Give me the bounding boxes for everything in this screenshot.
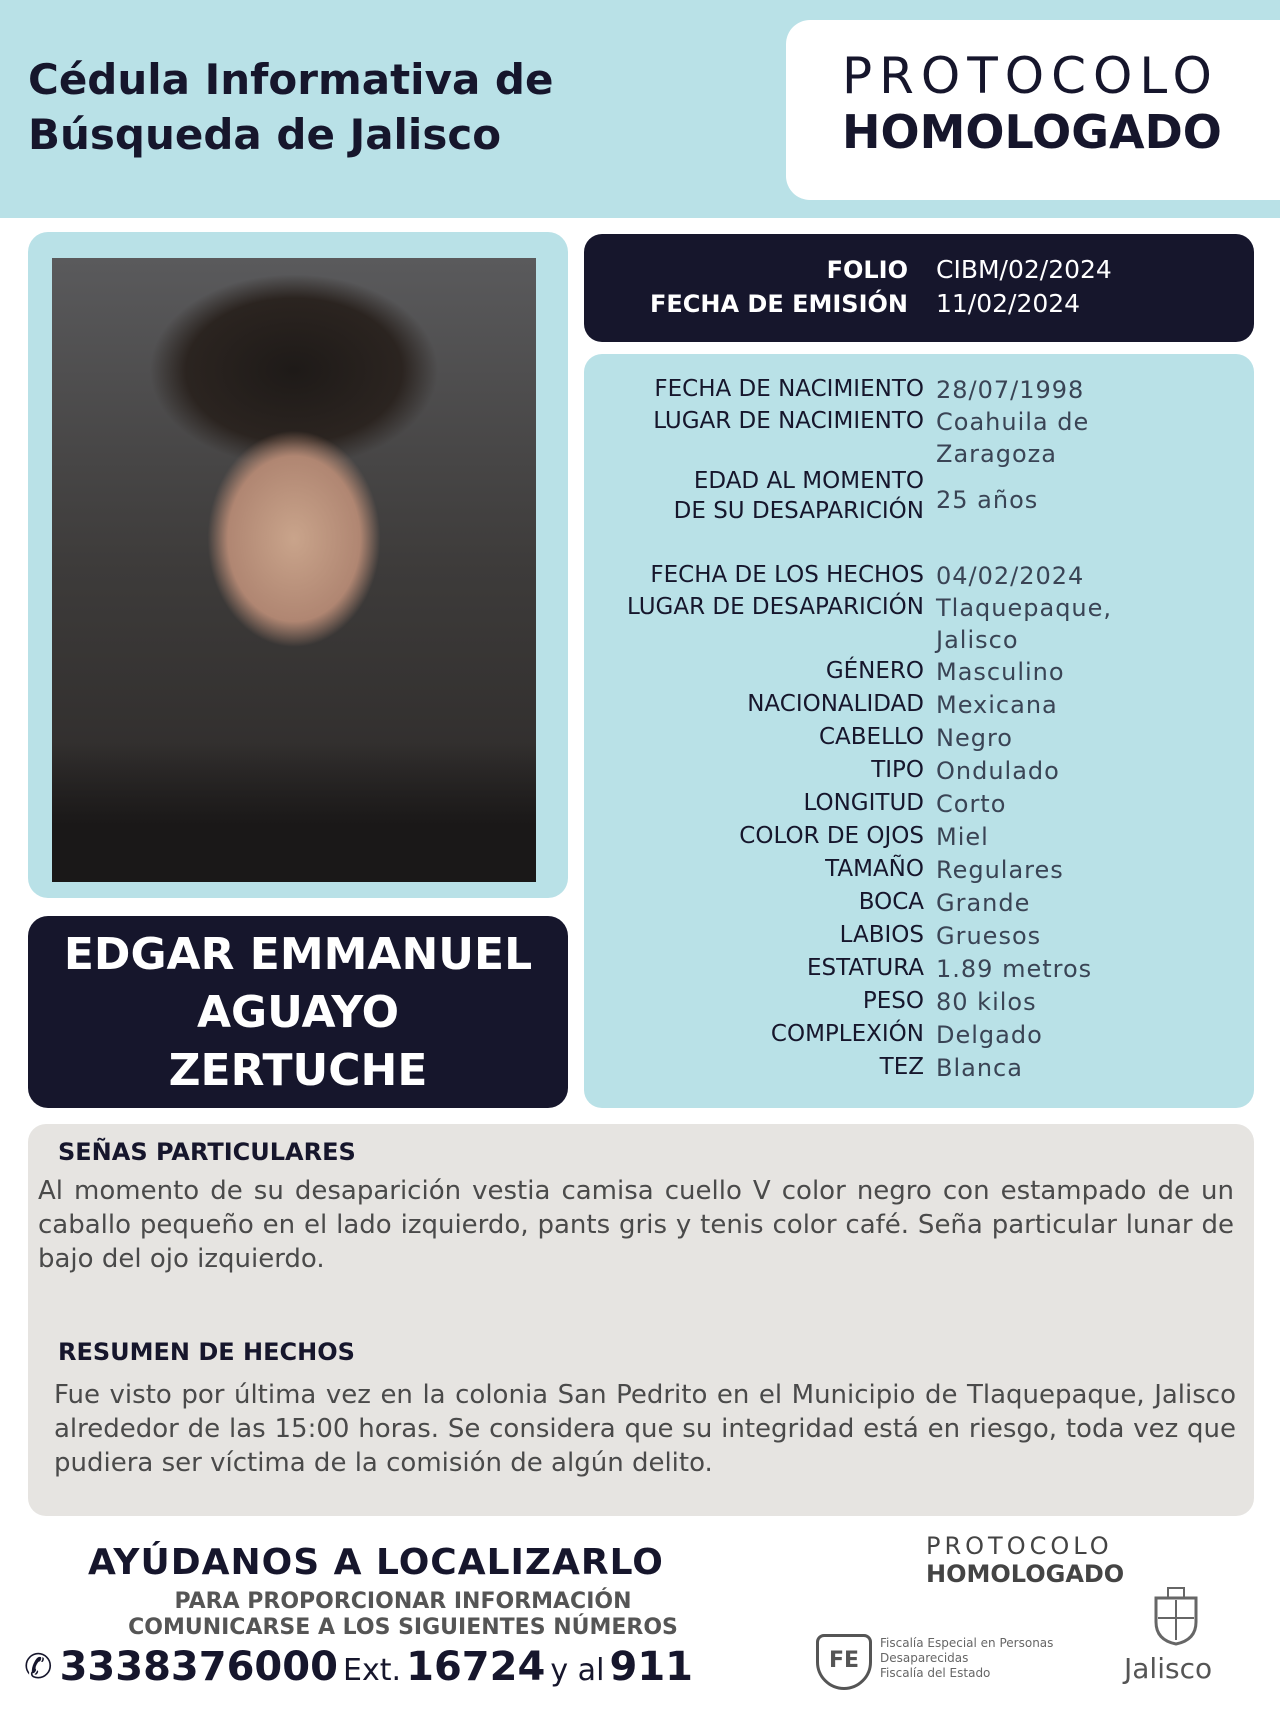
footer-protocol-line-1: PROTOCOLO (926, 1532, 1113, 1560)
help-subtitle-2: COMUNICARSE A LOS SIGUIENTES NÚMEROS (128, 1615, 678, 1640)
detail-value: 25 años (936, 486, 1039, 514)
detail-label: FECHA DE LOS HECHOS (650, 562, 924, 588)
detail-value: Ondulado (936, 757, 1060, 785)
ext-number: 16724 (406, 1644, 546, 1690)
detail-value: Miel (936, 823, 989, 851)
footer-protocol (926, 1532, 1124, 1588)
senas-title: SEÑAS PARTICULARES (58, 1138, 356, 1166)
phone-icon: ✆ (24, 1647, 53, 1687)
emision-label: FECHA DE EMISIÓN (650, 290, 908, 318)
protocol-line-1: PROTOCOLO (842, 47, 1219, 105)
phone-number[interactable]: 3338376000 (59, 1644, 338, 1690)
detail-label: LABIOS (839, 922, 924, 948)
ext-label: Ext. (343, 1653, 402, 1688)
detail-label: EDAD AL MOMENTO (693, 468, 924, 494)
name-line-1: EDGAR EMMANUEL (63, 929, 533, 980)
help-title: AYÚDANOS A LOCALIZARLO (88, 1542, 664, 1583)
detail-label: GÉNERO (825, 658, 924, 684)
detail-value: Blanca (936, 1054, 1023, 1082)
contact-line (24, 1644, 693, 1690)
detail-label: NACIONALIDAD (747, 691, 924, 717)
detail-value: Regulares (936, 856, 1064, 884)
detail-label: LONGITUD (803, 790, 924, 816)
detail-label: BOCA (858, 889, 924, 915)
detail-value: 28/07/1998 (936, 376, 1085, 404)
fiscalia-name: Fiscalía Especial en Personas Desaparecidas (880, 1636, 1054, 1665)
detail-value: 1.89 metros (936, 955, 1093, 983)
detail-value: Negro (936, 724, 1013, 752)
emision-value: 11/02/2024 (936, 289, 1081, 318)
folio-label: FOLIO (826, 256, 908, 284)
detail-label: TEZ (879, 1054, 924, 1080)
person-name-box (28, 916, 568, 1108)
folio-box (584, 234, 1254, 342)
detail-value: Zaragoza (936, 440, 1057, 468)
senas-text: Al momento de su desaparición vestia camisa cuello V color negro con estampado de un caballo pequeño en el lado izquierdo, pants gris y tenis color café. Seña particular lunar de bajo del ojo izquierdo. (38, 1176, 1234, 1274)
title-line-2: Búsqueda de Jalisco (28, 110, 502, 159)
footer-protocol-line-2: HOMOLOGADO (926, 1560, 1125, 1588)
photo-shadow (52, 742, 536, 882)
resumen-title: RESUMEN DE HECHOS (58, 1338, 355, 1366)
header-banner (0, 0, 1280, 218)
name-line-3: ZERTUCHE (168, 1045, 428, 1096)
detail-label: COLOR DE OJOS (739, 823, 924, 849)
detail-value: Gruesos (936, 922, 1042, 950)
fe-logo-icon: FE (816, 1634, 872, 1690)
emergency-number[interactable]: 911 (609, 1644, 693, 1690)
detail-label: TIPO (871, 757, 924, 783)
detail-value: Tlaquepaque, (936, 594, 1113, 622)
folio-value: CIBM/02/2024 (936, 255, 1112, 284)
detail-value: Mexicana (936, 691, 1058, 719)
person-photo (52, 258, 536, 882)
protocol-badge (786, 20, 1280, 200)
detail-label: FECHA DE NACIMIENTO (654, 376, 924, 402)
detail-value: Masculino (936, 658, 1065, 686)
detail-value: Jalisco (936, 626, 1019, 654)
detail-label: LUGAR DE NACIMIENTO (653, 408, 924, 434)
fiscalia-text (880, 1636, 1090, 1681)
name-line-2: AGUAYO (196, 987, 400, 1038)
photo-panel (28, 232, 568, 898)
fiscalia-sub: Fiscalía del Estado (880, 1666, 991, 1680)
detail-value: Coahuila de (936, 408, 1090, 436)
info-panel (28, 1124, 1254, 1516)
detail-value: 04/02/2024 (936, 562, 1085, 590)
detail-label: ESTATURA (806, 955, 924, 981)
page-title (28, 52, 748, 162)
help-subtitle-1: PARA PROPORCIONAR INFORMACIÓN (174, 1589, 632, 1614)
detail-value: Delgado (936, 1021, 1043, 1049)
detail-value: Corto (936, 790, 1007, 818)
protocol-line-2: HOMOLOGADO (842, 105, 1222, 159)
and-label: y al (550, 1653, 605, 1688)
detail-label: DE SU DESAPARICIÓN (673, 498, 924, 524)
detail-label: TAMAÑO (825, 856, 924, 882)
jalisco-logo-text: Jalisco (1124, 1652, 1213, 1685)
details-panel (584, 354, 1254, 1108)
detail-value: 80 kilos (936, 988, 1037, 1016)
detail-label: LUGAR DE DESAPARICIÓN (627, 594, 924, 620)
jalisco-seal-icon (1150, 1586, 1202, 1646)
detail-label: CABELLO (818, 724, 924, 750)
detail-label: PESO (862, 988, 924, 1014)
title-line-1: Cédula Informativa de (28, 55, 554, 104)
resumen-text: Fue visto por última vez en la colonia San Pedrito en el Municipio de Tlaquepaque, Jalisco alrededor de las 15:00 horas. Se considera que su integridad está en riesgo, toda vez que pudiera ser víctima de la comisión de algún delito. (54, 1380, 1236, 1478)
detail-label: COMPLEXIÓN (770, 1021, 924, 1047)
detail-value: Grande (936, 889, 1031, 917)
